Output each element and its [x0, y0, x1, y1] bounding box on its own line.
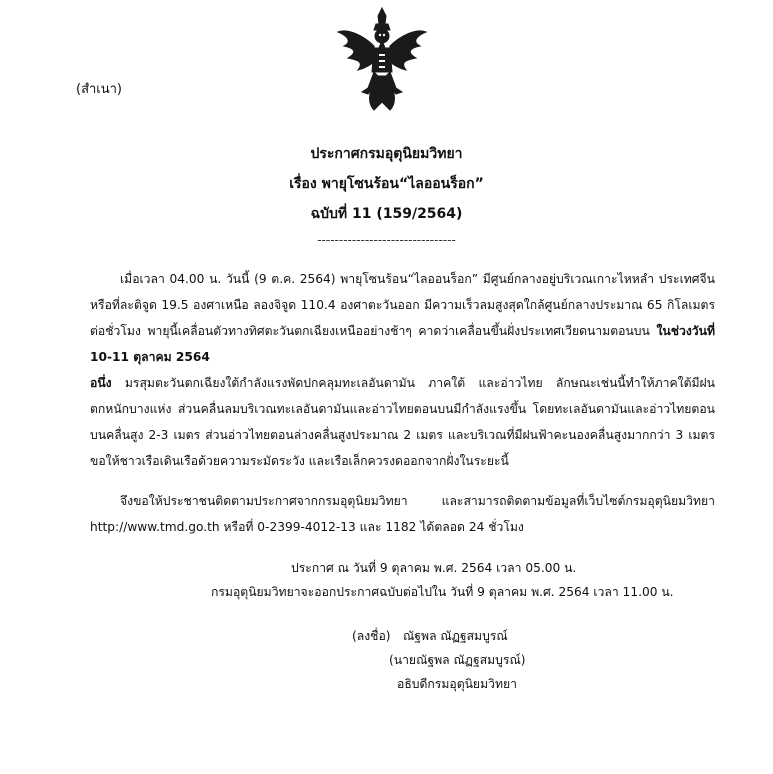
title-divider: -------------------------------- — [317, 233, 456, 247]
announcement-date: ประกาศ ณ วันที่ 9 ตุลาคม พ.ศ. 2564 เวลา 05.00 น. — [291, 561, 577, 575]
paragraph-storm-status — [90, 266, 715, 370]
storm-status-text: เมื่อเวลา 04.00 น. วันนี้ (9 ต.ค. 2564) พายุโซนร้อน“ไลออนร็อก” มีศูนย์กลางอยู่บริเวณเกาะไหหลำ ประเทศจีน หรือที่ละติจูด 19.5 องศาเหนือ ลองจิจูด 110.4 องศาตะวันออก มีความเร็วลมสูงสุดใกล้ศูนย์กลางประมาณ 65 กิโลเมตรต่อชั่วโมง พายุนี้เคลื่อนตัวทางทิศตะวันตกเฉียงเหนืออย่างช้าๆ คาดว่าเคลื่อนขึ้นฝั่งประเทศเวียดนามตอนบน — [90, 272, 715, 338]
landfall-period: ในช่วงวันที่ 10-11 ตุลาคม 2564 — [90, 324, 715, 364]
next-issue-note: กรมอุตุนิยมวิทยาจะออกประกาศฉบับต่อไปใน วันที่ 9 ตุลาคม พ.ศ. 2564 เวลา 11.00 น. — [211, 585, 674, 599]
copy-mark: (สำเนา) — [76, 82, 123, 97]
signer-full-name: (นายณัฐพล ณัฏฐสมบูรณ์) — [389, 653, 526, 667]
paragraph-contact — [90, 488, 715, 540]
signature-label: (ลงชื่อ) — [352, 629, 391, 643]
monsoon-lead: อนึ่ง — [90, 376, 112, 390]
garuda-emblem-icon — [334, 6, 430, 114]
announcement-issue-number: ฉบับที่ 11 (159/2564) — [310, 206, 463, 222]
paragraph-monsoon — [90, 370, 715, 474]
announcement-subject: เรื่อง พายุโซนร้อน“ไลออนร็อก” — [289, 176, 484, 192]
signer-position: อธิบดีกรมอุตุนิยมวิทยา — [397, 677, 517, 691]
signer-name: ณัฐพล ณัฏฐสมบูรณ์ — [403, 629, 508, 643]
monsoon-text: มรสุมตะวันตกเฉียงใต้กำลังแรงพัดปกคลุมทะเลอันดามัน ภาคใต้ และอ่าวไทย ลักษณะเช่นนี้ทำให้ภาคใต้มีฝนตกหนักบางแห่ง ส่วนคลื่นลมบริเวณทะเลอันดามันและอ่าวไทยตอนบนมีกำลังแรงขึ้น โดยทะเลอันดามันและอ่าวไทยตอนบนคลื่นสูง 2-3 เมตร ส่วนอ่าวไทยตอนล่างคลื่นสูงประมาณ 2 เมตร และบริเวณที่มีฝนฟ้าคะนองคลื่นสูงมากกว่า 3 เมตร ขอให้ชาวเรือเดินเรือด้วยความระมัดระวัง และเรือเล็กควรงดออกจากฝั่งในระยะนี้ — [90, 376, 716, 468]
announcement-title: ประกาศกรมอุตุนิยมวิทยา — [310, 146, 463, 162]
contact-text: จึงขอให้ประชาชนติดตามประกาศจากกรมอุตุนิยมวิทยา และสามารถติดตามข้อมูลที่เว็บไซต์กรมอุตุนิยมวิทยา http://www.tmd.go.th หรือที่ 0-2399-4012-13 และ 1182 ได้ตลอด 24 ชั่วโมง — [90, 494, 715, 534]
